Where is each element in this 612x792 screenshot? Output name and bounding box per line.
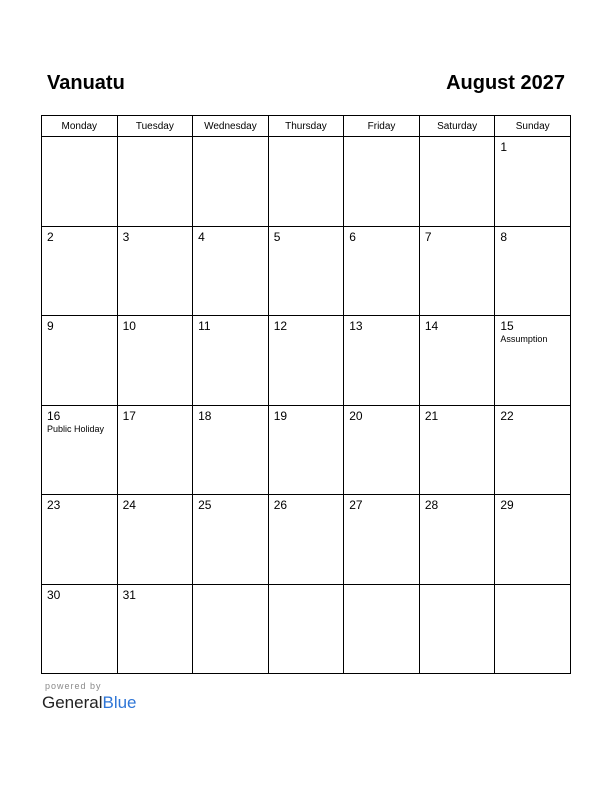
day-number: 15 [500,319,514,333]
day-cell [42,226,118,316]
day-number: 22 [500,408,514,423]
weekday-thursday: Thursday [268,116,344,137]
day-number: 26 [273,498,288,512]
week-row [42,137,571,227]
day-cell [268,584,344,674]
day-number: 7 [424,229,432,244]
day-cell [419,316,495,406]
day-cell [193,316,269,406]
day-cell [344,226,420,316]
generalblue-logo[interactable] [42,693,137,713]
day-number: 30 [47,587,61,602]
footer-branding [42,681,137,713]
day-cell [268,495,344,585]
day-cell [495,584,571,674]
day-number: 10 [122,319,136,333]
day-number: 5 [273,229,281,244]
day-cell [495,495,571,585]
weekday-friday: Friday [344,116,420,137]
day-number: 29 [500,498,514,512]
day-cell [193,405,269,495]
day-number: 14 [424,319,439,333]
day-cell [42,137,118,227]
week-row [42,316,571,406]
day-number: 24 [122,498,136,512]
day-cell [419,584,495,674]
day-cell [495,405,571,495]
holiday-label: Assumption [500,334,548,344]
day-number: 4 [198,229,205,244]
day-number: 6 [349,229,356,244]
day-number: 1 [500,140,508,154]
week-row [42,584,571,674]
day-cell [42,405,118,495]
day-number: 31 [122,587,136,602]
day-cell [344,405,420,495]
calendar-grid [41,115,571,674]
day-number: 18 [198,408,212,423]
day-cell [495,226,571,316]
day-number: 3 [122,229,130,244]
day-cell [419,226,495,316]
month-title: August 2027 [446,72,565,94]
day-cell [42,584,118,674]
day-cell [344,584,420,674]
day-number: 12 [273,319,288,333]
day-cell [117,316,193,406]
day-cell [117,495,193,585]
day-number: 20 [349,408,363,423]
day-cell [117,405,193,495]
day-cell [344,495,420,585]
weekday-sunday: Sunday [495,116,571,137]
brand-general: General [42,693,103,712]
day-cell [42,316,118,406]
day-number: 28 [424,498,439,512]
weekday-monday: Monday [42,116,118,137]
day-number: 2 [47,229,54,244]
weekday-tuesday: Tuesday [117,116,193,137]
calendar-header [41,72,571,98]
day-number: 25 [198,498,212,512]
day-cell [419,405,495,495]
day-cell [193,137,269,227]
day-cell [268,316,344,406]
powered-by-text: powered by [45,681,102,691]
week-row [42,405,571,495]
weekday-saturday: Saturday [419,116,495,137]
weekday-header-row [42,116,571,137]
day-number: 21 [424,408,439,423]
day-cell [117,137,193,227]
day-cell [42,495,118,585]
day-cell [495,137,571,227]
weekday-wednesday: Wednesday [193,116,269,137]
day-number: 8 [500,229,508,244]
day-number: 9 [47,319,54,333]
day-cell [495,316,571,406]
day-cell [193,226,269,316]
day-cell [193,495,269,585]
holiday-label: Public Holiday [47,423,105,434]
day-cell [117,226,193,316]
week-row [42,226,571,316]
day-cell [268,226,344,316]
day-number: 23 [47,498,61,512]
day-number: 17 [122,408,136,423]
country-title: Vanuatu [47,72,125,94]
week-row [42,495,571,585]
day-cell [419,495,495,585]
day-cell [344,137,420,227]
day-cell [268,137,344,227]
day-cell [419,137,495,227]
day-number: 11 [198,319,211,333]
brand-blue: Blue [102,693,137,712]
day-number: 16 [47,408,61,423]
day-number: 19 [273,408,288,423]
day-number: 27 [349,498,363,512]
day-cell [117,584,193,674]
day-number: 13 [349,319,363,333]
day-cell [193,584,269,674]
day-cell [344,316,420,406]
day-cell [268,405,344,495]
